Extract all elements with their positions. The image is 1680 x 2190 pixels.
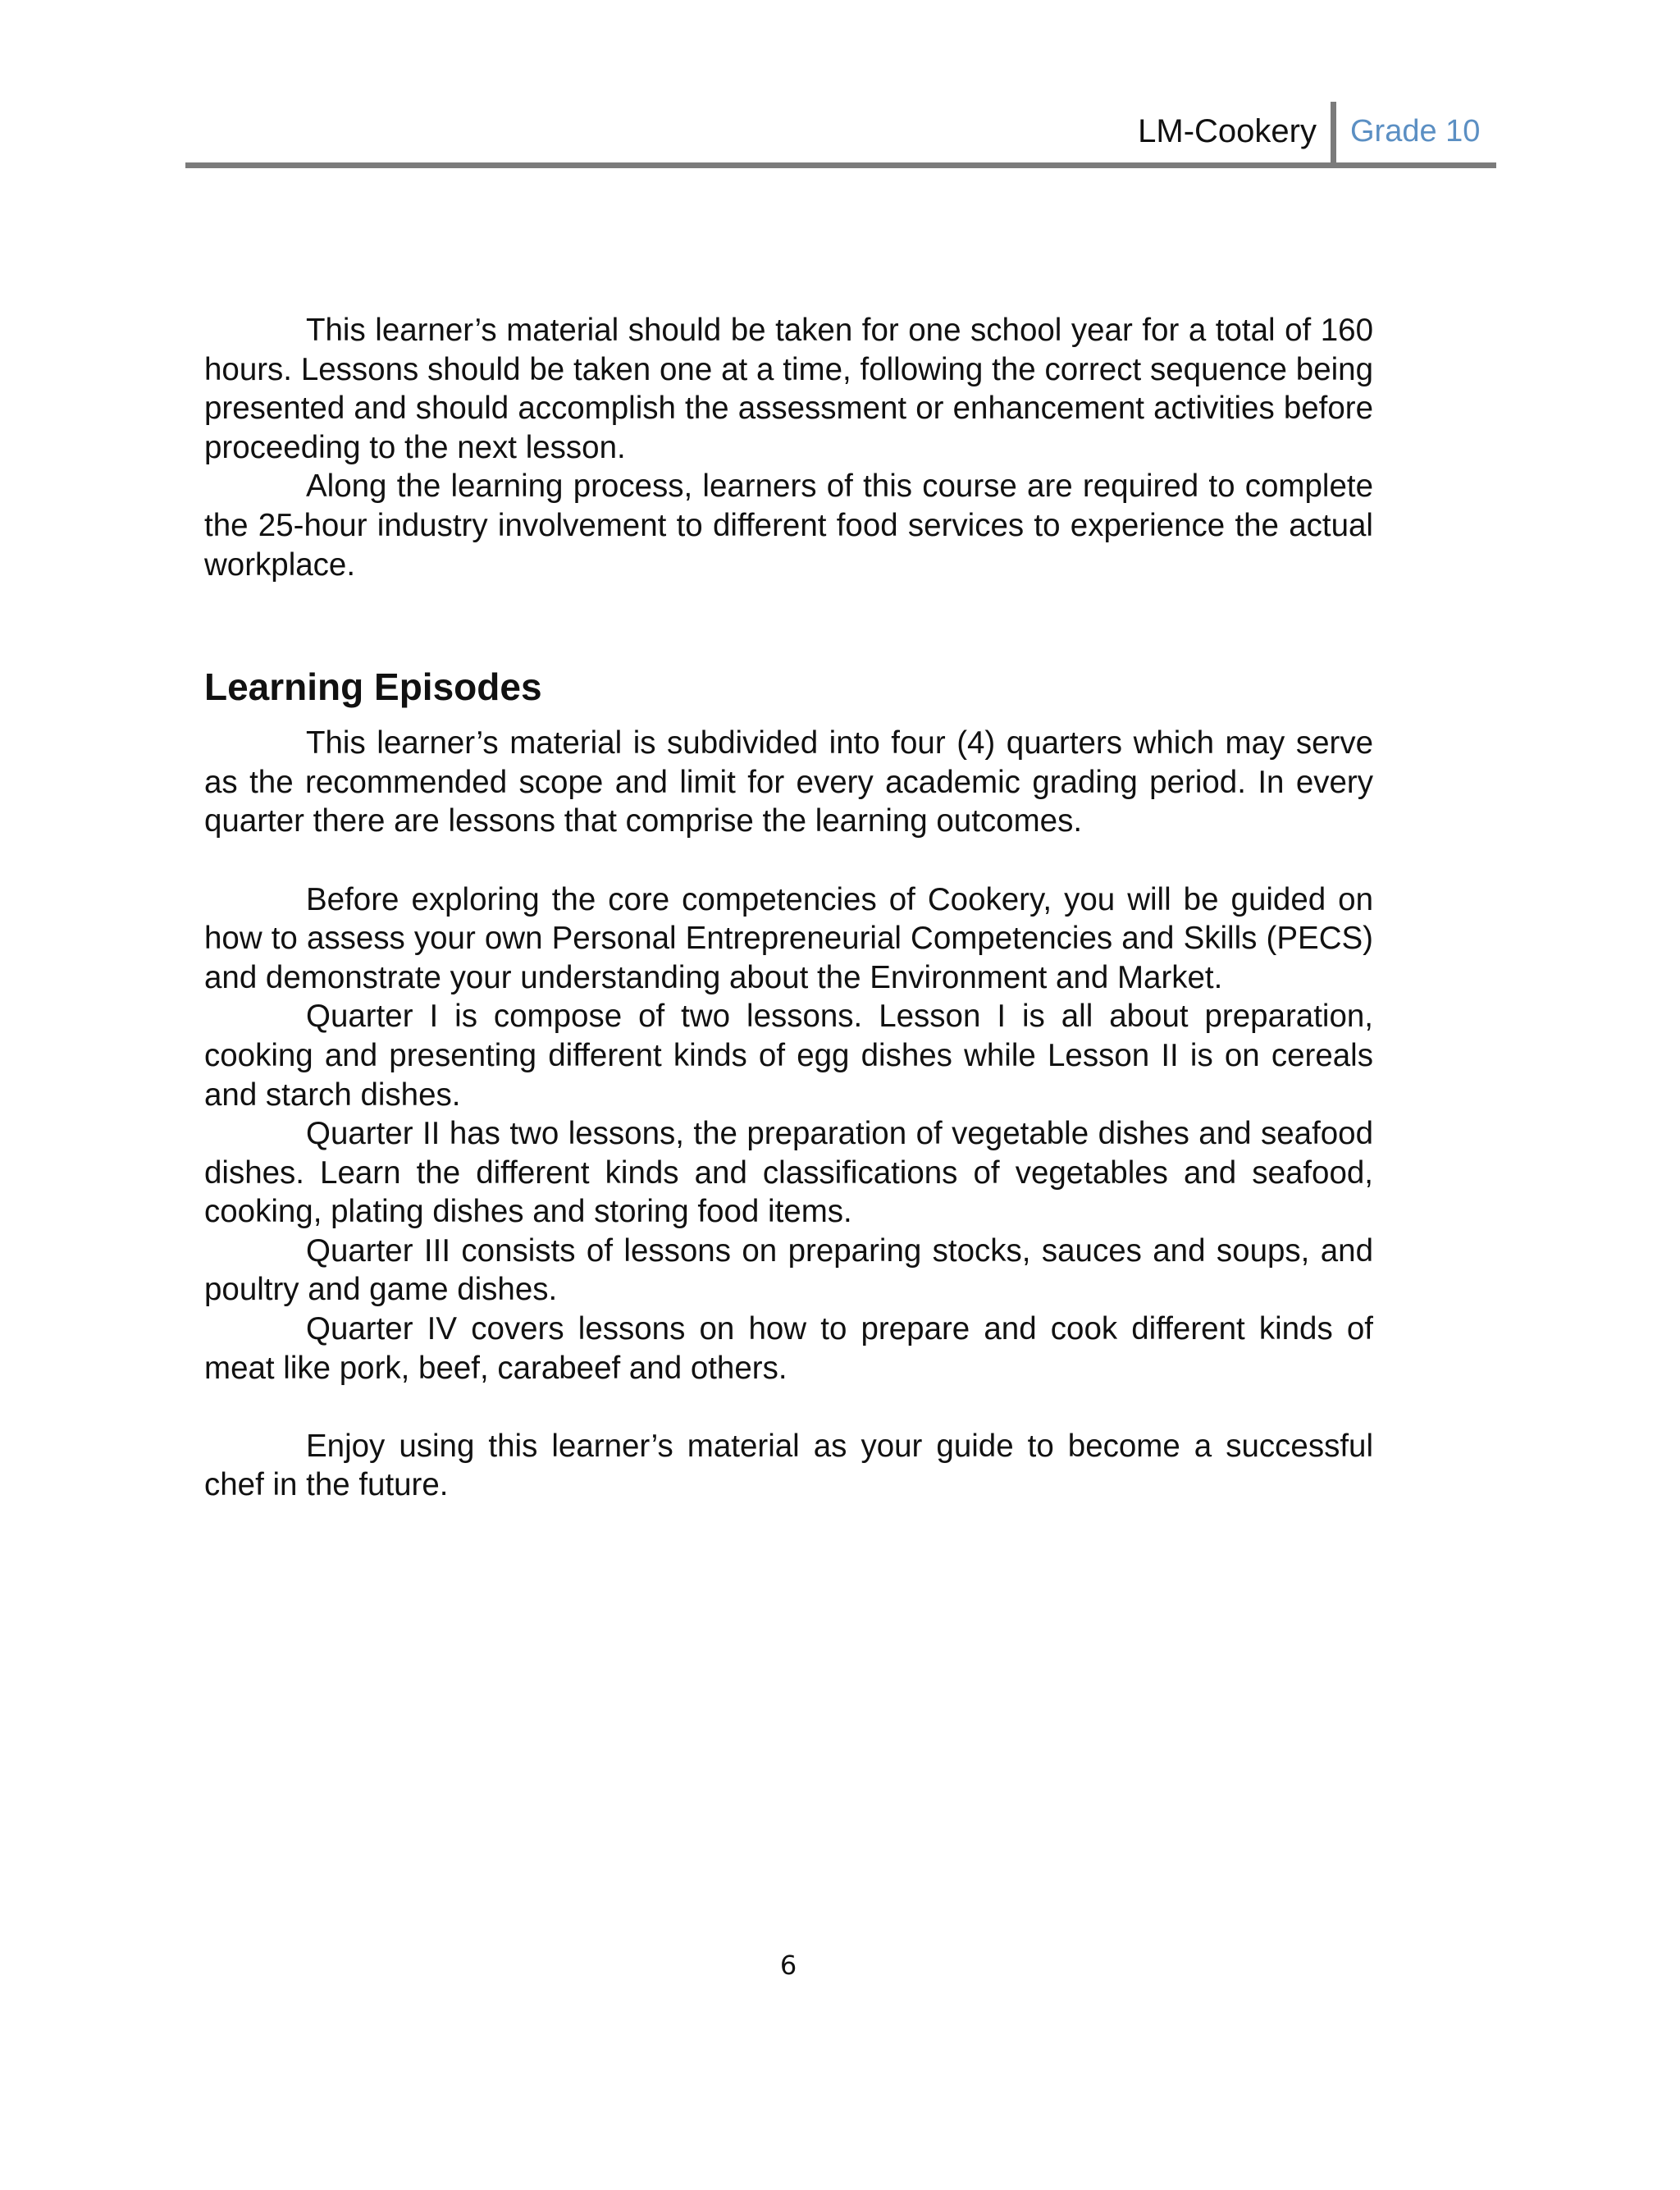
header-rule	[185, 162, 1496, 168]
episodes-paragraph: Enjoy using this learner’s material as your guide to become a successful chef in the future.	[204, 1428, 1373, 1503]
section-heading-learning-episodes: Learning Episodes	[204, 665, 542, 709]
episodes-paragraph: Quarter II has two lessons, the preparation of vegetable dishes and seafood dishes. Learn the different kinds and classifications of vegetables and seafood, cooking, plating dishes and storing food items.	[204, 1116, 1373, 1230]
page-content	[204, 311, 1373, 1505]
intro-paragraph: Along the learning process, learners of this course are required to complete the 25-hour industry involvement to different food services to experience the actual workplace.	[204, 469, 1373, 583]
header-divider	[1331, 102, 1336, 164]
episodes-paragraph: Quarter IV covers lessons on how to prepare and cook different kinds of meat like pork, beef, carabeef and others.	[204, 1311, 1373, 1386]
episodes-paragraph: Quarter III consists of lessons on preparing stocks, sauces and soups, and poultry and game dishes.	[204, 1232, 1373, 1308]
spacer	[204, 1388, 1373, 1427]
header-title: LM-Cookery	[1138, 113, 1317, 149]
spacer	[204, 841, 1373, 880]
header-grade: Grade 10	[1350, 114, 1481, 149]
episodes-paragraph: Before exploring the core competencies of Cookery, you will be guided on how to assess your own Personal Entrepreneurial Competencies and Skills (PECS) and demonstrate your understanding about the Environment and Market.	[204, 881, 1373, 995]
page-number: 6	[779, 1950, 797, 1981]
intro-paragraph: This learner’s material should be taken for one school year for a total of 160 hours. Lessons should be taken one at a time, following the correct sequence being presented and should accomplish the assessment or enhancement activities before proceeding to the next lesson.	[204, 313, 1373, 465]
episodes-paragraph: This learner’s material is subdivided into four (4) quarters which may serve as the recommended scope and limit for every academic grading period. In every quarter there are lessons that comprise the learning outcomes.	[204, 725, 1373, 839]
spacer	[204, 584, 1373, 662]
episodes-paragraph: Quarter I is compose of two lessons. Lesson I is all about preparation, cooking and presenting different kinds of egg dishes while Lesson II is on cereals and starch dishes.	[204, 999, 1373, 1113]
